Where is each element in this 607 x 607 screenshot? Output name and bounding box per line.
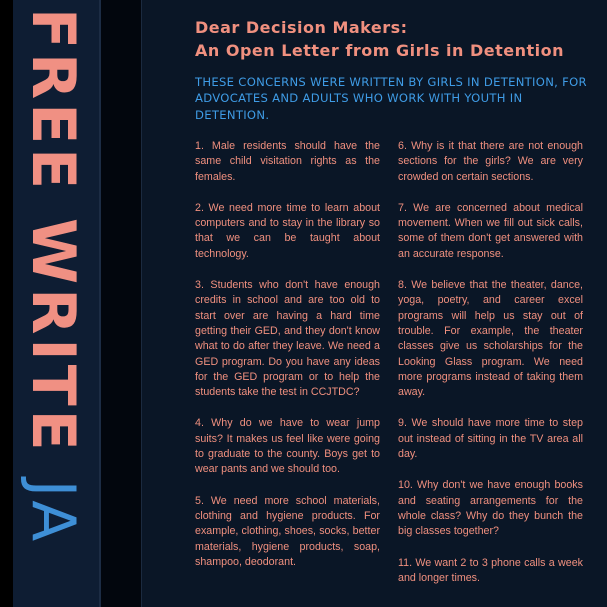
concern-item: 1. Male residents should have the same child visitation rights as the females. — [195, 140, 380, 183]
side-banner — [0, 0, 100, 607]
concern-item: 8. We believe that the theater, dance, yoga, poetry, and career excel programs will help us stay out of trouble. For example, the theater classes give us scholarships for the Looking Glass program. We need more programs instead of taking them away. — [398, 279, 583, 399]
banner-edge — [99, 0, 101, 607]
concern-item: 2. We need more time to learn about computers and to stay in the library so that we can be taught about technology. — [195, 201, 380, 260]
concern-item: 7. We are concerned about medical movement. When we fill out sick calls, some of them don't get answered with an accurate response. — [398, 201, 583, 260]
letter-title — [195, 16, 595, 62]
banner-title-main: FREE WRITE — [18, 8, 88, 455]
letter-title-line1: Dear Decision Makers: — [195, 18, 408, 37]
concerns-column-left — [195, 139, 380, 586]
concern-item: 5. We need more school materials, clothing and hygiene products. For example, clothing, shoes, socks, better materials, hygiene products, soap, shampoo, deodorant. — [195, 494, 380, 568]
concern-item: 4. Why do we have to wear jump suits? It makes us feel like were going to graduate to the county. Boys get to wear pants and we should too. — [195, 417, 380, 476]
concern-item: 9. We should have more time to step out instead of sitting in the TV area all day. — [398, 417, 583, 461]
concerns-column-right — [398, 139, 583, 602]
banner-title-tail: JA — [18, 479, 88, 546]
concern-item: 11. We want 2 to 3 phone calls a week and longer times. — [398, 556, 583, 584]
letter-subtitle: THESE CONCERNS WERE WRITTEN BY GIRLS IN DETENTION, FOR ADVOCATES AND ADULTS WHO WORK WITH YOUTH IN DETENTION. — [195, 75, 587, 122]
concern-item: 6. Why is it that there are not enough sections for the girls? We are very crowded on certain sections. — [398, 140, 583, 183]
banner-title — [18, 8, 88, 546]
letter-title-line2: An Open Letter from Girls in Detention — [195, 41, 565, 60]
concern-item: 10. Why don't we have enough books and seating arrangements for the whole class? Why do they bunch the big classes together? — [398, 479, 583, 538]
concern-item: 3. Students who don't have enough credits in school and are too old to start over are having a hard time getting their GED, and they don't know what to do after they leave. We need a GED program. Do you have any ideas for the GED program or to help the students take the test in CCJTDC? — [195, 279, 380, 399]
